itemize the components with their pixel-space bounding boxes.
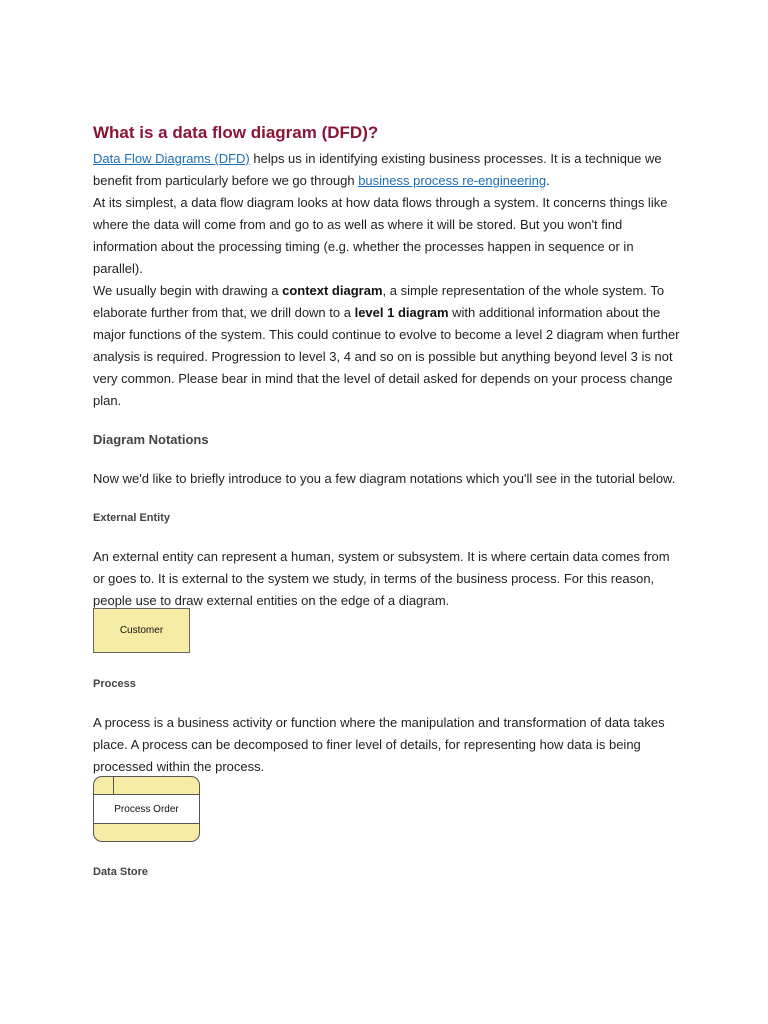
- external-entity-heading: External Entity: [93, 512, 171, 524]
- process-id-cell: [94, 777, 114, 794]
- process-id-band: [94, 777, 199, 795]
- process-label: Process Order: [114, 803, 179, 815]
- intro-text-2: .: [546, 173, 550, 188]
- simplest-paragraph: At its simplest, a data flow diagram looks at how data flows through a system. It concerns things like where the data will come from and go to as well as where it will be stored. But you won't find information about the processing timing (e.g. whether the processes happen in sequence or in parallel).: [93, 195, 668, 276]
- process-text: A process is a business activity or function where the manipulation and transformation of data takes place. A process can be decomposed to finer level of details, for representing how data is being processed within the process.: [93, 715, 665, 774]
- levels-text-3: with additional information about the major functions of the system. This could continue to evolve to become a level 2 diagram when further analysis is required. Progression to level 3, 4 and so on is possible but anything beyond level 3 is not very common. Please bear in mind that the level of detail asked for depends on your process change plan.: [93, 305, 680, 408]
- external-entity-label: Customer: [119, 625, 164, 636]
- intro-paragraph: [93, 148, 683, 192]
- bpr-link[interactable]: business process re-engineering: [358, 173, 547, 188]
- process-name-band: [94, 795, 199, 824]
- context-diagram-term: context diagram: [282, 283, 383, 298]
- document-body: [93, 120, 683, 881]
- level1-diagram-term: level 1 diagram: [354, 305, 449, 320]
- data-store-heading: Data Store: [93, 866, 149, 878]
- levels-paragraph: [93, 280, 683, 412]
- process-heading: Process: [93, 678, 136, 690]
- intro-text-1: helps us in identifying existing business processes. It is a technique we benefit from particularly before we go through: [93, 151, 662, 188]
- external-entity-text: An external entity can represent a human, system or subsystem. It is where certain data comes from or goes to. It is external to the system we study, in terms of the business process. For this reason, people use to draw external entities on the edge of a diagram.: [93, 549, 670, 608]
- process-shape: [93, 776, 200, 842]
- notations-heading: Diagram Notations: [93, 432, 209, 447]
- page-title: What is a data flow diagram (DFD)?: [93, 123, 379, 142]
- dfd-link[interactable]: Data Flow Diagrams (DFD): [93, 151, 250, 166]
- levels-text-1: We usually begin with drawing a: [93, 283, 283, 298]
- process-bottom-band: [94, 824, 199, 841]
- external-entity-shape: [93, 608, 190, 653]
- levels-text-2: , a simple representation of the whole system. To elaborate further from that, we drill down to a: [93, 283, 665, 320]
- notations-intro: Now we'd like to briefly introduce to you a few diagram notations which you'll see in the tutorial below.: [93, 471, 676, 486]
